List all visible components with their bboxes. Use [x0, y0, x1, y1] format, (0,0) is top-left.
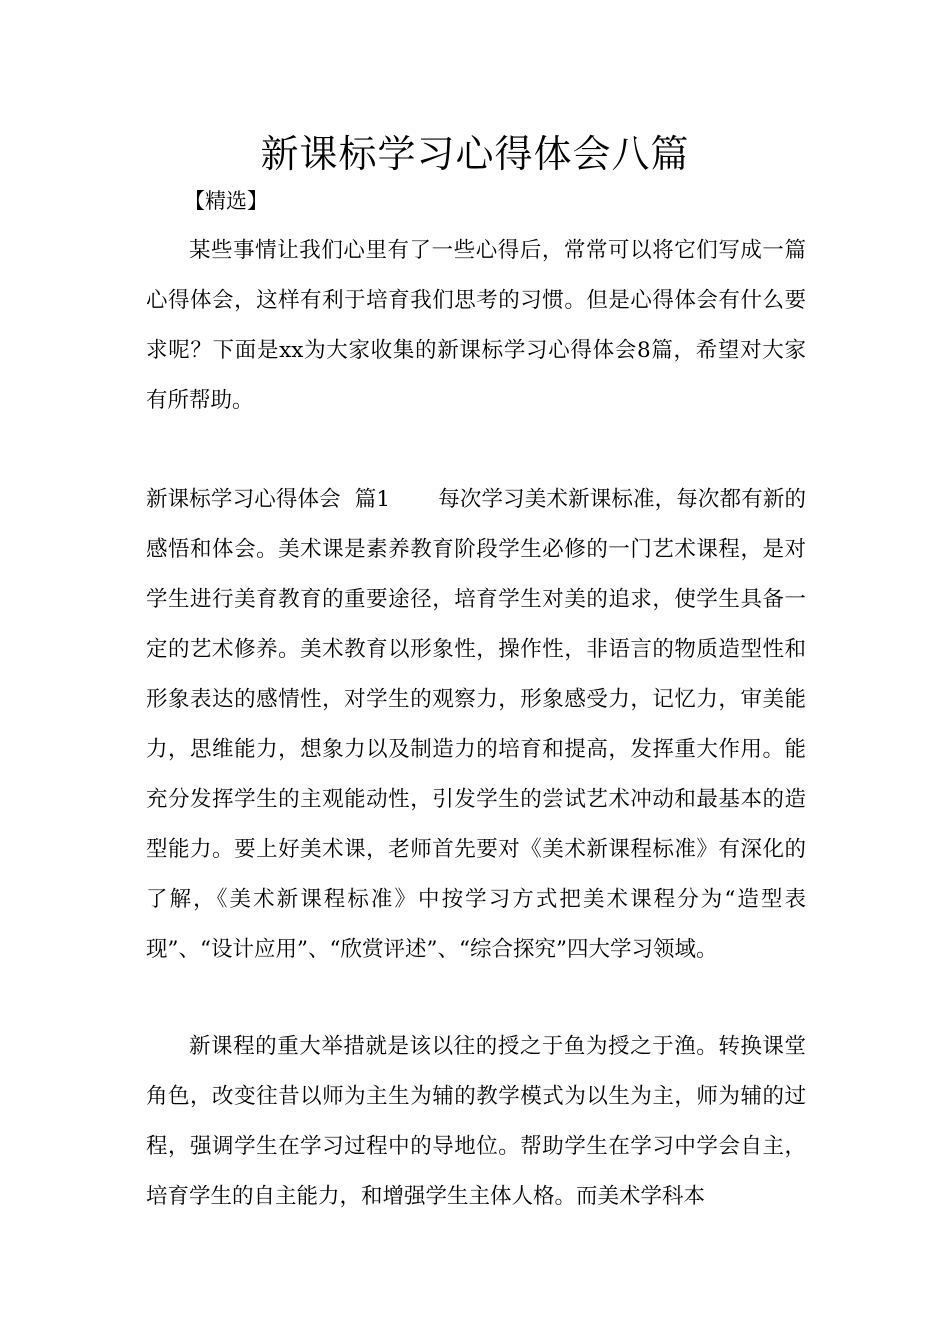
section-1-text: 每次学习美术新课标准，每次都有新的感悟和体会。美术课是素养教育阶段学生必修的一门艺术课程，是对学生进行美育教育的重要途径，培育学生对美的追求，使学生具备一定的艺术修养。美术教育以形象性，操作性，非语言的物质造型性和形象表达的感情性，对学生的观察力，形象感受力，记忆力，审美能力，思维能力，想象力以及制造力的培育和提高，发挥重大作用。能充分发挥学生的主观能动性，引发学生的尝试艺术冲动和最基本的造型能力。要上好美术课，老师首先要对《美术新课程标准》有深化的了解，《美术新课程标准》中按学习方式把美术课程分为“造型表现”、“设计应用”、“欣赏评述”、“综合探究”四大学习领域。 [146, 487, 806, 962]
section-1-paragraph [146, 475, 806, 975]
section-1-paragraph-2: 新课程的重大举措就是该以往的授之于鱼为授之于渔。转换课堂角色，改变往昔以师为主生为辅的教学模式为以生为主，师为辅的过程，强调学生在学习过程中的导地位。帮助学生在学习中学会自主，培育学生的自主能力，和增强学生主体人格。而美术学科本 [146, 1034, 806, 1209]
section-1-heading: 新课标学习心得体会 篇1 [146, 487, 391, 512]
intro-paragraph: 某些事情让我们心里有了一些心得后，常常可以将它们写成一篇心得体会，这样有利于培育我们思考的习惯。但是心得体会有什么要求呢？下面是xx为大家收集的新课标学习心得体会8篇，希望对大家有所帮助。 [146, 238, 806, 413]
document-title: 新课标学习心得体会八篇 [260, 132, 690, 176]
document-subtitle: 【精选】 [184, 189, 268, 213]
